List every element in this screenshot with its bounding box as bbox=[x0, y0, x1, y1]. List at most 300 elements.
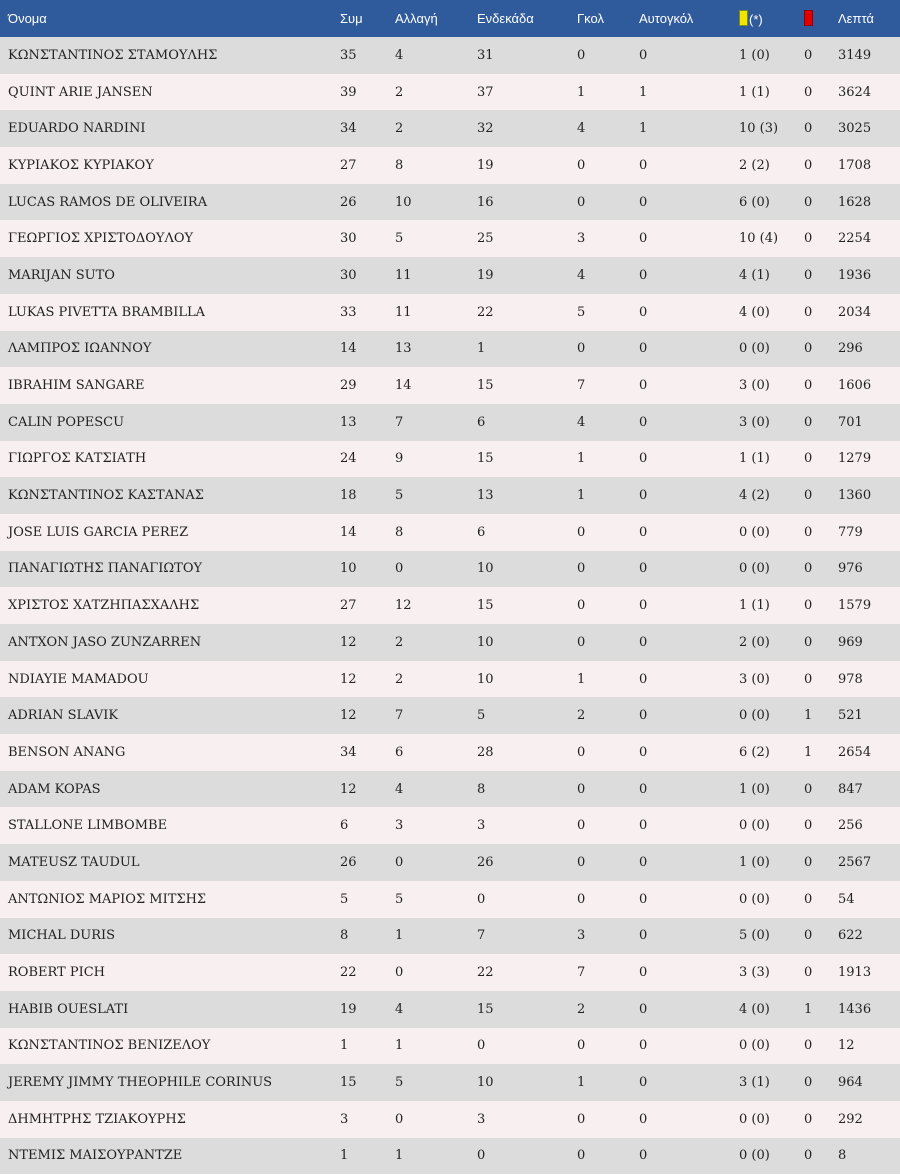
cell-sub: 8 bbox=[387, 147, 469, 184]
cell-own-goals: 0 bbox=[631, 1138, 731, 1175]
cell-own-goals: 0 bbox=[631, 587, 731, 624]
cell-name: ΚΥΡΙΑΚΟΣ ΚΥΡΙΑΚΟΥ bbox=[0, 147, 332, 184]
cell-red-cards: 0 bbox=[796, 331, 830, 368]
table-row bbox=[0, 331, 900, 368]
cell-starts: 32 bbox=[469, 110, 569, 147]
cell-own-goals: 0 bbox=[631, 991, 731, 1028]
cell-own-goals: 0 bbox=[631, 514, 731, 551]
cell-name: ΓΕΩΡΓΙΟΣ ΧΡΙΣΤΟΔΟΥΛΟΥ bbox=[0, 220, 332, 257]
cell-sub: 11 bbox=[387, 257, 469, 294]
cell-name: ΚΩΝΣΤΑΝΤΙΝΟΣ ΒΕΝΙΖΕΛΟΥ bbox=[0, 1028, 332, 1065]
table-header bbox=[0, 0, 900, 37]
table-row bbox=[0, 734, 900, 771]
cell-starts: 6 bbox=[469, 514, 569, 551]
table-row bbox=[0, 661, 900, 698]
cell-minutes: 2254 bbox=[830, 220, 900, 257]
cell-sub: 5 bbox=[387, 1064, 469, 1101]
cell-yellow-cards: 2 (0) bbox=[731, 624, 796, 661]
table-row bbox=[0, 954, 900, 991]
cell-sub: 1 bbox=[387, 1138, 469, 1175]
table-row bbox=[0, 844, 900, 881]
cell-minutes: 964 bbox=[830, 1064, 900, 1101]
cell-apps: 34 bbox=[332, 110, 387, 147]
cell-red-cards: 0 bbox=[796, 404, 830, 441]
cell-red-cards: 0 bbox=[796, 74, 830, 111]
cell-sub: 2 bbox=[387, 624, 469, 661]
cell-apps: 19 bbox=[332, 991, 387, 1028]
table-row bbox=[0, 551, 900, 588]
cell-goals: 3 bbox=[569, 220, 631, 257]
cell-name: IBRAHIM SANGARE bbox=[0, 367, 332, 404]
cell-apps: 26 bbox=[332, 184, 387, 221]
table-row bbox=[0, 37, 900, 74]
cell-name: EDUARDO NARDINI bbox=[0, 110, 332, 147]
cell-goals: 0 bbox=[569, 771, 631, 808]
cell-red-cards: 0 bbox=[796, 37, 830, 74]
cell-own-goals: 1 bbox=[631, 74, 731, 111]
cell-apps: 22 bbox=[332, 954, 387, 991]
cell-minutes: 1913 bbox=[830, 954, 900, 991]
cell-name: ADAM KOPAS bbox=[0, 771, 332, 808]
cell-yellow-cards: 3 (0) bbox=[731, 404, 796, 441]
header-yellow-cards[interactable] bbox=[731, 0, 796, 37]
cell-own-goals: 0 bbox=[631, 37, 731, 74]
cell-sub: 5 bbox=[387, 881, 469, 918]
cell-goals: 0 bbox=[569, 624, 631, 661]
cell-apps: 3 bbox=[332, 1101, 387, 1138]
cell-starts: 0 bbox=[469, 881, 569, 918]
header-red-cards[interactable] bbox=[796, 0, 830, 37]
cell-red-cards: 0 bbox=[796, 147, 830, 184]
table-row bbox=[0, 697, 900, 734]
table-row bbox=[0, 367, 900, 404]
cell-minutes: 976 bbox=[830, 551, 900, 588]
table-row bbox=[0, 1028, 900, 1065]
cell-goals: 0 bbox=[569, 587, 631, 624]
cell-starts: 15 bbox=[469, 441, 569, 478]
cell-sub: 3 bbox=[387, 807, 469, 844]
cell-minutes: 292 bbox=[830, 1101, 900, 1138]
table-body bbox=[0, 37, 900, 1174]
table-row bbox=[0, 1064, 900, 1101]
table-row bbox=[0, 807, 900, 844]
cell-name: ΛΑΜΠΡΟΣ ΙΩΑΝΝΟΥ bbox=[0, 331, 332, 368]
cell-apps: 33 bbox=[332, 294, 387, 331]
cell-minutes: 2567 bbox=[830, 844, 900, 881]
cell-red-cards: 0 bbox=[796, 514, 830, 551]
cell-sub: 0 bbox=[387, 844, 469, 881]
header-row bbox=[0, 0, 900, 37]
cell-name: JEREMY JIMMY THEOPHILE CORINUS bbox=[0, 1064, 332, 1101]
cell-minutes: 978 bbox=[830, 661, 900, 698]
cell-sub: 4 bbox=[387, 991, 469, 1028]
cell-apps: 14 bbox=[332, 331, 387, 368]
cell-sub: 9 bbox=[387, 441, 469, 478]
cell-own-goals: 0 bbox=[631, 294, 731, 331]
cell-yellow-cards: 3 (0) bbox=[731, 367, 796, 404]
cell-own-goals: 0 bbox=[631, 807, 731, 844]
cell-goals: 0 bbox=[569, 37, 631, 74]
cell-starts: 22 bbox=[469, 294, 569, 331]
cell-goals: 5 bbox=[569, 294, 631, 331]
cell-apps: 10 bbox=[332, 551, 387, 588]
cell-sub: 2 bbox=[387, 661, 469, 698]
cell-own-goals: 0 bbox=[631, 404, 731, 441]
cell-goals: 7 bbox=[569, 367, 631, 404]
cell-starts: 10 bbox=[469, 624, 569, 661]
cell-yellow-cards: 0 (0) bbox=[731, 881, 796, 918]
cell-red-cards: 0 bbox=[796, 954, 830, 991]
cell-goals: 0 bbox=[569, 1028, 631, 1065]
cell-apps: 12 bbox=[332, 661, 387, 698]
cell-sub: 2 bbox=[387, 74, 469, 111]
cell-starts: 15 bbox=[469, 367, 569, 404]
cell-sub: 14 bbox=[387, 367, 469, 404]
cell-yellow-cards: 3 (3) bbox=[731, 954, 796, 991]
cell-goals: 0 bbox=[569, 1138, 631, 1175]
cell-own-goals: 0 bbox=[631, 184, 731, 221]
cell-red-cards: 0 bbox=[796, 110, 830, 147]
table-row bbox=[0, 147, 900, 184]
cell-goals: 1 bbox=[569, 74, 631, 111]
cell-apps: 5 bbox=[332, 881, 387, 918]
cell-sub: 0 bbox=[387, 1101, 469, 1138]
cell-minutes: 3624 bbox=[830, 74, 900, 111]
cell-goals: 3 bbox=[569, 918, 631, 955]
cell-sub: 0 bbox=[387, 954, 469, 991]
cell-yellow-cards: 0 (0) bbox=[731, 1138, 796, 1175]
cell-red-cards: 1 bbox=[796, 991, 830, 1028]
header-own-goals[interactable]: Αυτογκόλ bbox=[631, 0, 731, 37]
cell-goals: 2 bbox=[569, 991, 631, 1028]
cell-own-goals: 0 bbox=[631, 147, 731, 184]
table-row bbox=[0, 771, 900, 808]
header-yellow-note: (*) bbox=[749, 12, 763, 27]
cell-yellow-cards: 1 (1) bbox=[731, 587, 796, 624]
cell-starts: 15 bbox=[469, 991, 569, 1028]
cell-apps: 13 bbox=[332, 404, 387, 441]
table-row bbox=[0, 441, 900, 478]
cell-red-cards: 0 bbox=[796, 918, 830, 955]
cell-name: ΠΑΝΑΓΙΩΤΗΣ ΠΑΝΑΓΙΩΤΟΥ bbox=[0, 551, 332, 588]
cell-own-goals: 0 bbox=[631, 1064, 731, 1101]
cell-yellow-cards: 3 (0) bbox=[731, 661, 796, 698]
red-card-icon bbox=[804, 10, 813, 26]
cell-apps: 15 bbox=[332, 1064, 387, 1101]
cell-minutes: 1708 bbox=[830, 147, 900, 184]
cell-starts: 3 bbox=[469, 807, 569, 844]
table-row bbox=[0, 587, 900, 624]
cell-minutes: 12 bbox=[830, 1028, 900, 1065]
table-row bbox=[0, 1138, 900, 1175]
cell-minutes: 256 bbox=[830, 807, 900, 844]
cell-own-goals: 0 bbox=[631, 734, 731, 771]
cell-red-cards: 0 bbox=[796, 184, 830, 221]
cell-own-goals: 0 bbox=[631, 697, 731, 734]
header-apps[interactable]: Συμ bbox=[332, 0, 387, 37]
cell-red-cards: 0 bbox=[796, 771, 830, 808]
cell-own-goals: 0 bbox=[631, 257, 731, 294]
cell-yellow-cards: 0 (0) bbox=[731, 807, 796, 844]
cell-name: ADRIAN SLAVIK bbox=[0, 697, 332, 734]
cell-red-cards: 0 bbox=[796, 367, 830, 404]
cell-apps: 30 bbox=[332, 220, 387, 257]
cell-red-cards: 0 bbox=[796, 257, 830, 294]
table-row bbox=[0, 404, 900, 441]
cell-goals: 4 bbox=[569, 110, 631, 147]
cell-name: STALLONE LIMBOMBE bbox=[0, 807, 332, 844]
table-row bbox=[0, 1101, 900, 1138]
cell-starts: 0 bbox=[469, 1138, 569, 1175]
cell-own-goals: 0 bbox=[631, 477, 731, 514]
cell-own-goals: 0 bbox=[631, 331, 731, 368]
cell-starts: 0 bbox=[469, 1028, 569, 1065]
cell-name: ΓΙΩΡΓΟΣ ΚΑΤΣΙΑΤΗ bbox=[0, 441, 332, 478]
cell-minutes: 847 bbox=[830, 771, 900, 808]
cell-goals: 1 bbox=[569, 477, 631, 514]
cell-yellow-cards: 1 (0) bbox=[731, 771, 796, 808]
cell-starts: 7 bbox=[469, 918, 569, 955]
cell-yellow-cards: 0 (0) bbox=[731, 1101, 796, 1138]
cell-starts: 19 bbox=[469, 257, 569, 294]
cell-own-goals: 0 bbox=[631, 954, 731, 991]
cell-starts: 16 bbox=[469, 184, 569, 221]
yellow-card-icon bbox=[739, 10, 748, 26]
cell-yellow-cards: 4 (0) bbox=[731, 294, 796, 331]
cell-red-cards: 0 bbox=[796, 551, 830, 588]
cell-yellow-cards: 6 (0) bbox=[731, 184, 796, 221]
table-row bbox=[0, 294, 900, 331]
cell-apps: 27 bbox=[332, 147, 387, 184]
table-row bbox=[0, 514, 900, 551]
cell-apps: 6 bbox=[332, 807, 387, 844]
cell-yellow-cards: 1 (1) bbox=[731, 74, 796, 111]
cell-starts: 10 bbox=[469, 1064, 569, 1101]
cell-red-cards: 0 bbox=[796, 881, 830, 918]
cell-apps: 26 bbox=[332, 844, 387, 881]
cell-red-cards: 0 bbox=[796, 624, 830, 661]
cell-starts: 8 bbox=[469, 771, 569, 808]
cell-starts: 26 bbox=[469, 844, 569, 881]
cell-goals: 0 bbox=[569, 844, 631, 881]
header-goals[interactable]: Γκολ bbox=[569, 0, 631, 37]
cell-yellow-cards: 6 (2) bbox=[731, 734, 796, 771]
cell-starts: 5 bbox=[469, 697, 569, 734]
cell-sub: 11 bbox=[387, 294, 469, 331]
cell-minutes: 622 bbox=[830, 918, 900, 955]
cell-red-cards: 0 bbox=[796, 807, 830, 844]
cell-own-goals: 0 bbox=[631, 661, 731, 698]
cell-starts: 10 bbox=[469, 661, 569, 698]
table-row bbox=[0, 110, 900, 147]
cell-name: QUINT ARIE JANSEN bbox=[0, 74, 332, 111]
cell-own-goals: 0 bbox=[631, 367, 731, 404]
cell-name: CALIN POPESCU bbox=[0, 404, 332, 441]
table-row bbox=[0, 624, 900, 661]
cell-minutes: 521 bbox=[830, 697, 900, 734]
cell-yellow-cards: 10 (3) bbox=[731, 110, 796, 147]
cell-name: ANTXON JASO ZUNZARREN bbox=[0, 624, 332, 661]
cell-yellow-cards: 4 (2) bbox=[731, 477, 796, 514]
cell-apps: 1 bbox=[332, 1028, 387, 1065]
cell-apps: 27 bbox=[332, 587, 387, 624]
cell-apps: 12 bbox=[332, 624, 387, 661]
cell-minutes: 54 bbox=[830, 881, 900, 918]
cell-name: ΚΩΝΣΤΑΝΤΙΝΟΣ ΣΤΑΜΟΥΛΗΣ bbox=[0, 37, 332, 74]
cell-goals: 0 bbox=[569, 331, 631, 368]
table-row bbox=[0, 881, 900, 918]
cell-red-cards: 0 bbox=[796, 587, 830, 624]
cell-starts: 3 bbox=[469, 1101, 569, 1138]
cell-apps: 35 bbox=[332, 37, 387, 74]
cell-goals: 0 bbox=[569, 881, 631, 918]
cell-goals: 2 bbox=[569, 697, 631, 734]
header-sub[interactable]: Αλλαγή bbox=[387, 0, 469, 37]
cell-starts: 1 bbox=[469, 331, 569, 368]
cell-red-cards: 0 bbox=[796, 844, 830, 881]
cell-yellow-cards: 4 (0) bbox=[731, 991, 796, 1028]
cell-name: ΝΤΕΜΙΣ ΜΑΙΣΟΥΡΑΝΤΖΕ bbox=[0, 1138, 332, 1175]
cell-yellow-cards: 2 (2) bbox=[731, 147, 796, 184]
cell-name: ROBERT PICH bbox=[0, 954, 332, 991]
table-row bbox=[0, 991, 900, 1028]
cell-sub: 7 bbox=[387, 404, 469, 441]
cell-yellow-cards: 5 (0) bbox=[731, 918, 796, 955]
table-row bbox=[0, 184, 900, 221]
cell-starts: 13 bbox=[469, 477, 569, 514]
cell-minutes: 1436 bbox=[830, 991, 900, 1028]
cell-red-cards: 0 bbox=[796, 1064, 830, 1101]
cell-minutes: 1360 bbox=[830, 477, 900, 514]
cell-sub: 13 bbox=[387, 331, 469, 368]
cell-name: ΚΩΝΣΤΑΝΤΙΝΟΣ ΚΑΣΤΑΝΑΣ bbox=[0, 477, 332, 514]
header-name[interactable]: Όνομα bbox=[0, 0, 332, 37]
cell-apps: 14 bbox=[332, 514, 387, 551]
cell-red-cards: 1 bbox=[796, 734, 830, 771]
cell-own-goals: 0 bbox=[631, 220, 731, 257]
cell-minutes: 3025 bbox=[830, 110, 900, 147]
cell-sub: 10 bbox=[387, 184, 469, 221]
cell-apps: 39 bbox=[332, 74, 387, 111]
cell-goals: 1 bbox=[569, 661, 631, 698]
cell-name: MARIJAN SUTO bbox=[0, 257, 332, 294]
cell-name: ΧΡΙΣΤΟΣ ΧΑΤΖΗΠΑΣΧΑΛΗΣ bbox=[0, 587, 332, 624]
cell-own-goals: 0 bbox=[631, 844, 731, 881]
cell-starts: 10 bbox=[469, 551, 569, 588]
cell-sub: 8 bbox=[387, 514, 469, 551]
cell-goals: 0 bbox=[569, 1101, 631, 1138]
cell-sub: 1 bbox=[387, 918, 469, 955]
cell-sub: 2 bbox=[387, 110, 469, 147]
cell-goals: 7 bbox=[569, 954, 631, 991]
cell-goals: 4 bbox=[569, 257, 631, 294]
cell-goals: 1 bbox=[569, 1064, 631, 1101]
cell-yellow-cards: 0 (0) bbox=[731, 331, 796, 368]
cell-own-goals: 0 bbox=[631, 1028, 731, 1065]
cell-sub: 0 bbox=[387, 551, 469, 588]
cell-red-cards: 0 bbox=[796, 477, 830, 514]
table-row bbox=[0, 220, 900, 257]
cell-apps: 12 bbox=[332, 771, 387, 808]
cell-red-cards: 0 bbox=[796, 294, 830, 331]
header-starts[interactable]: Ενδεκάδα bbox=[469, 0, 569, 37]
cell-own-goals: 1 bbox=[631, 110, 731, 147]
cell-apps: 34 bbox=[332, 734, 387, 771]
cell-own-goals: 0 bbox=[631, 441, 731, 478]
table-row bbox=[0, 74, 900, 111]
cell-minutes: 8 bbox=[830, 1138, 900, 1175]
cell-goals: 0 bbox=[569, 147, 631, 184]
cell-red-cards: 0 bbox=[796, 1028, 830, 1065]
cell-goals: 1 bbox=[569, 441, 631, 478]
cell-minutes: 2034 bbox=[830, 294, 900, 331]
cell-minutes: 779 bbox=[830, 514, 900, 551]
cell-minutes: 1279 bbox=[830, 441, 900, 478]
cell-name: ΑΝΤΩΝΙΟΣ ΜΑΡΙΟΣ ΜΙΤΣΗΣ bbox=[0, 881, 332, 918]
cell-sub: 12 bbox=[387, 587, 469, 624]
cell-apps: 8 bbox=[332, 918, 387, 955]
cell-sub: 5 bbox=[387, 477, 469, 514]
cell-goals: 0 bbox=[569, 551, 631, 588]
cell-starts: 19 bbox=[469, 147, 569, 184]
cell-sub: 7 bbox=[387, 697, 469, 734]
cell-starts: 22 bbox=[469, 954, 569, 991]
cell-minutes: 1628 bbox=[830, 184, 900, 221]
cell-starts: 25 bbox=[469, 220, 569, 257]
cell-minutes: 3149 bbox=[830, 37, 900, 74]
cell-own-goals: 0 bbox=[631, 1101, 731, 1138]
cell-apps: 1 bbox=[332, 1138, 387, 1175]
cell-apps: 29 bbox=[332, 367, 387, 404]
cell-starts: 31 bbox=[469, 37, 569, 74]
cell-own-goals: 0 bbox=[631, 918, 731, 955]
cell-starts: 37 bbox=[469, 74, 569, 111]
cell-red-cards: 1 bbox=[796, 697, 830, 734]
cell-minutes: 1936 bbox=[830, 257, 900, 294]
cell-red-cards: 0 bbox=[796, 661, 830, 698]
cell-red-cards: 0 bbox=[796, 441, 830, 478]
cell-goals: 0 bbox=[569, 807, 631, 844]
cell-yellow-cards: 0 (0) bbox=[731, 514, 796, 551]
cell-starts: 28 bbox=[469, 734, 569, 771]
cell-yellow-cards: 1 (0) bbox=[731, 37, 796, 74]
cell-yellow-cards: 10 (4) bbox=[731, 220, 796, 257]
cell-yellow-cards: 3 (1) bbox=[731, 1064, 796, 1101]
cell-own-goals: 0 bbox=[631, 624, 731, 661]
table-row bbox=[0, 918, 900, 955]
cell-sub: 5 bbox=[387, 220, 469, 257]
cell-name: BENSON ANANG bbox=[0, 734, 332, 771]
cell-minutes: 701 bbox=[830, 404, 900, 441]
cell-goals: 4 bbox=[569, 404, 631, 441]
cell-starts: 6 bbox=[469, 404, 569, 441]
cell-apps: 24 bbox=[332, 441, 387, 478]
cell-sub: 6 bbox=[387, 734, 469, 771]
table-row bbox=[0, 477, 900, 514]
cell-sub: 1 bbox=[387, 1028, 469, 1065]
cell-own-goals: 0 bbox=[631, 771, 731, 808]
cell-red-cards: 0 bbox=[796, 220, 830, 257]
cell-red-cards: 0 bbox=[796, 1138, 830, 1175]
cell-minutes: 2654 bbox=[830, 734, 900, 771]
header-minutes[interactable]: Λεπτά bbox=[830, 0, 900, 37]
cell-minutes: 1606 bbox=[830, 367, 900, 404]
cell-name: JOSE LUIS GARCIA PEREZ bbox=[0, 514, 332, 551]
cell-apps: 30 bbox=[332, 257, 387, 294]
cell-minutes: 969 bbox=[830, 624, 900, 661]
cell-own-goals: 0 bbox=[631, 881, 731, 918]
cell-yellow-cards: 0 (0) bbox=[731, 697, 796, 734]
